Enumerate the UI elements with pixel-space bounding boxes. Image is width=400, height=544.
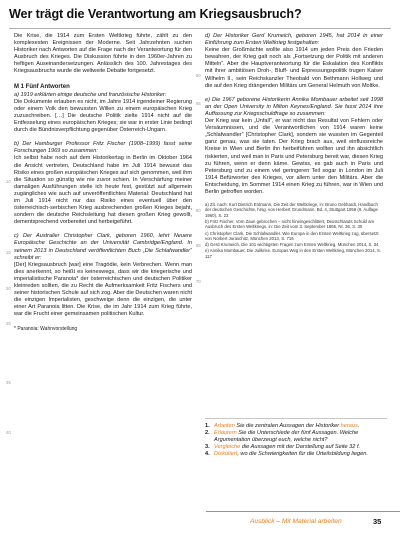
source-b-intro: b) Der Hamburger Professor Fritz Fischer (1908–1999) fasst seine Forschungen 1969 so zusammen: [14,141,192,155]
footer-rule [206,511,400,512]
source-d-intro: d) Der Historiker Gerd Krumeich, geboren 1945, hat 2014 in einer Einführung zum Ersten Weltkrieg festgehalten: [205,33,383,47]
line-number: 25 [6,321,11,326]
task-item [205,444,387,451]
task-text: Sie die zentralen Aussagen der Historiker [234,423,341,429]
reference-item: c) Christopher Clark, Die Schlafwandler. Wie Europa in den Ersten Weltkrieg zog, übersetzt von Norbert Juraschitz, München 2013, S. 716 [205,230,379,241]
source-c-text: [Der] Kriegsausbruch [war] eine Tragödie, kein Verbrechen. Wenn man dies anerkennt, so heißt es keineswegs, dass wir die kriegerische und imperialistische Paranoia* der österreichischen und deutschen Politiker kleinreden sollten, die zu Recht die Aufmerksamkeit Fritz Fischers und seiner historischen Schule auf sich zog. Aber die Deutschen waren nicht die einzigen Imperialisten, geschweige denn die einzigen, die unter einer Art Paranoia litten. Die Krise, die im Jahr 1914 zum Krieg führte, war die Frucht einer gemeinsamen politischen Kultur. [14,261,192,318]
page-title: Wer trägt die Verantwortung am Kriegsausbruch? [9,7,302,21]
source-b-text: Ich selbst habe noch auf dem Historikertag in Berlin im Oktober 1964 die Ansicht vertreten, Deutschland habe im Juli 1914 bewusst das Risiko eines großen europäischen Krieges auf sich genommen, weil ihm die Situation so günstig wie nie zuvor schien. In Verschärfung meiner damaligen Ausführungen stelle ich heute fest, gestützt auf allgemein zugängliches wie auch auf unveröffentlichtes Material: Deutschland hat im Juli 1914 nicht nur das Risiko eines eventuell über den österreichisch-serbischen Krieg ausbrechenden großen Krieges bejaht, sondern die deutsche Reichsleitung hat diesen großen Krieg gewollt, dementsprechend vorbereitet und herbeigeführt. [14,155,192,226]
line-number: 20 [6,286,11,291]
task-text: Sie die Unterschiede der fünf Aussagen. Welche Argumentation überzeugt euch, welche nicht? [214,430,359,444]
task-text: , wo die Schwierigkeiten für die Urteilsbildung liegen. [237,451,368,458]
intro-paragraph: Die Krise, die 1914 zum Ersten Weltkrieg führte, zählt zu den komplexesten Ereignissen der Moderne. Seit Jahrzehnten suchen Historiker nach Antworten auf die Frage nach der Verantwortung für den Ausbruch des Krieges. Die Diskussion führte in den 1960er-Jahren zu heftigen Auseinandersetzungen. Anlässlich des 100. Jahrestages des Kriegsausbruchs wurde die weltweite Debatte fortgesetzt. [14,33,192,75]
material-heading: M 1 Fünf Antworten [14,83,70,90]
footnote: * Paranoia: Wahnvorstellung [14,326,78,333]
line-number: 35 [6,380,11,385]
page-footer [0,511,400,533]
source-c-intro: c) Der Australier Christopher Clark, geboren 1960, lehrt Neuere Europäische Geschichte an der Universität Cambridge/England. In seinem 2013 in Deutschland veröffentlichten Buch „Die Schlafwandler“ schreibt er: [14,233,192,261]
footer-section-label: Ausblick – Mit Material arbeiten [250,518,342,525]
line-number: 10 [6,179,11,184]
reference-item: d) Gerd Krumeich, Die 101 wichtigsten Fragen zum Ersten Weltkrieg, München 2014, S. 34 [205,242,379,248]
reference-item: e) Annika Mombauer, Die Julikrise. Europas Weg in den Ersten Weltkrieg, München 2014, S. 117 [205,248,382,259]
title-divider [9,28,391,29]
task-item [205,430,387,444]
line-number: 15 [6,250,11,255]
line-number: 50 [196,73,201,78]
task-number: 4. [205,451,210,458]
right-column [205,33,383,260]
reference-item: a) Zit. nach: Kurt Dietrich Erdmann, Die Zeit der Weltkriege, in: Bruno Gebhardt, Handbuch der deutschen Geschichte, hrsg. von Herbert Grundmann, Bd. 4, Stuttgart 1959 (9. Auflage 1960), S. 23 [205,202,378,218]
line-number: 70 [196,279,201,284]
source-a-text: Die Dokumente erlauben es nicht, im Jahre 1914 irgendeiner Regierung oder einem Volk den bewussten Willen zu einem europäischen Krieg zuzuschreiben. […] Die deutsche Politik zielte 1914 nicht auf die Entfesselung eines europäischen Krieges; sie war in erster Linie bedingt durch die Bündnisverpflichtung gegenüber Österreich-Ungarn. [14,98,192,134]
reference-item: b) Fritz Fischer, Vom Zaun gebrochen – nicht hineingeschlittert, Deutschlands Schuld am Ausbruch des Ersten Weltkriegs, in: Die Zeit vom 3. September 1965, Nr. 36, S. 30 [205,218,375,230]
task-operator: Diskutiert [214,451,238,458]
task-operator: Arbeiten [214,423,235,429]
task-text: die Aussagen mit der Darstellung auf Seite 32 f. [240,444,361,451]
task-item [205,451,387,458]
line-number: 55 [196,101,201,106]
task-operator: Vergleiche [214,444,241,451]
task-list [205,418,387,458]
line-number: 65 [196,243,201,248]
source-d-text: Keine der Großmächte wollte also 1914 um jeden Preis den Frieden bewahren, der Krieg galt noch als „Fortsetzung der Politik mit anderen Mitteln“. Aber die Hauptverantwortung für die Eskalation des Konflikts mit ihrer ambitiösen Droh-, Bluff- und Erpressungspolitik trugen Kaiser Wilhelm II., sein Reichskanzler Theobald von Bethmann Hollweg und die auf den Krieg drängenden Militärs um General Helmuth von Moltke. [205,47,383,89]
source-a-intro: a) 1919 erklärten einige deutsche und französische Historiker: [14,91,167,98]
source-e-text: Der Krieg war kein „Unfall“, er war nicht das Resultat von Fehlern oder Versäumnissen, und die Verantwortlichen von 1914 waren keine „Schlafwandler“ [Christopher Clark], sondern sie wussten im Gegenteil ganz genau, was sie taten. Der Krieg brach aus, weil einflussreiche Kreise in Wien und Berlin ihn herbeiführen wollten und ihn absichtlich riskierten, und weil man in Paris und Petersburg bereit war, diesen Krieg zu führen, wenn er denn käme. Gewiss, es gab auch in Paris und Petersburg und zu einem viel geringeren Teil sogar in London im Juli 1914 Befürworter des Krieges, vor allem unter den Militärs. Aber die Entscheidung, im Sommer 1914 einen Krieg zu führen, war in Wien und Berlin getroffen worden. [205,118,383,195]
source-e-intro: e) Die 1967 geborene Historikerin Annika Mombauer arbeitet seit 1998 an der Open University in Milton Keynes/England. Sie fasst 2014 ihre Auffassung zur Kriegsschuldfrage so zusammen: [205,96,383,117]
page-number: 35 [373,517,382,526]
source-references [205,202,383,259]
task-number: 2. [205,430,210,437]
task-item [205,423,387,430]
task-operator: Erläutern [214,430,237,437]
line-number: 40 [6,430,11,435]
task-number: 3. [205,444,210,451]
left-column [14,33,192,334]
task-operator: heraus [340,423,358,429]
line-number: 60 [196,208,201,213]
task-text: . [357,423,360,429]
task-number: 1. [205,423,210,429]
